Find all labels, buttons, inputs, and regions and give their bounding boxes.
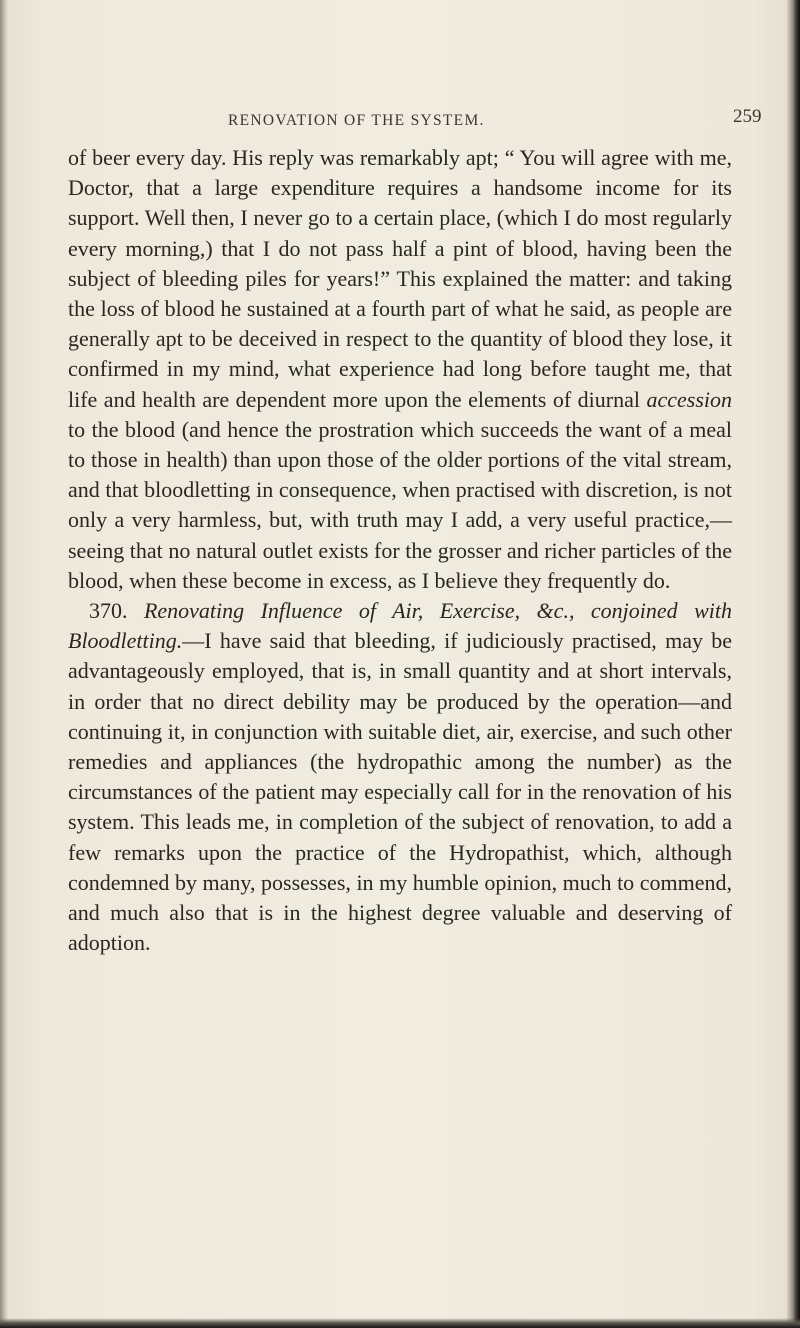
- paragraph-text: of beer every day. His reply was remarkably apt; “ You will agree with me, Doctor, that a large expenditure requires a handsome income for its support. Well then, I never go to a certain place, (which I do most regularly every morning,) that I do not pass half a pint of blood, having been the subject of bleeding piles for years!” This explained the matter: and taking the loss of blood he sustained at a fourth part of what he said, as people are generally apt to be deceived in respect to the quantity of blood they lose, it confirmed in my mind, what experience had long before taught me, that life and health are dependent more upon the elements of diurnal: [68, 145, 732, 412]
- running-title: RENOVATION OF THE SYSTEM.: [228, 112, 485, 129]
- paragraph-text: —I have said that bleeding, if judiciously practised, may be advantageously employed, that is, in small quantity and at short intervals, in order that no direct debility may be produced by the operation—and continuing it, in conjunction with suitable diet, air, exercise, and such other remedies and appliances (the hydropathic among the number) as the circumstances of the patient may especially call for in the renovation of his system. This leads me, in completion of the subject of renovation, to add a few remarks upon the practice of the Hydropathist, which, although condemned by many, possesses, in my humble opinion, much to commend, and much also that is in the highest degree valuable and deserving of adoption.: [68, 628, 732, 956]
- page-left-shadow: [0, 0, 8, 1328]
- page-binding-edge: [786, 0, 800, 1328]
- section-paragraph: [68, 596, 732, 958]
- body-text: [68, 143, 732, 958]
- section-number: 370.: [89, 598, 128, 624]
- paragraph-text: to the blood (and hence the prostration which succeeds the want of a meal to those in health) than upon those of the older portions of the vital stream, and that bloodletting in consequence, when practised with discretion, is not only a very harmless, but, with truth may I add, a very useful practice,—seeing that no natural outlet exists for the grosser and richer particles of the blood, when these become in excess, as I believe they frequently do.: [68, 416, 732, 593]
- page-number: 259: [733, 106, 762, 127]
- emphasized-word: accession: [646, 386, 732, 412]
- section-title: Renovating Influence of Air, Exercise, &c., conjoined with Bloodletting.: [68, 598, 732, 654]
- paragraph-continued: [68, 143, 732, 596]
- page-bottom-edge: [0, 1318, 800, 1328]
